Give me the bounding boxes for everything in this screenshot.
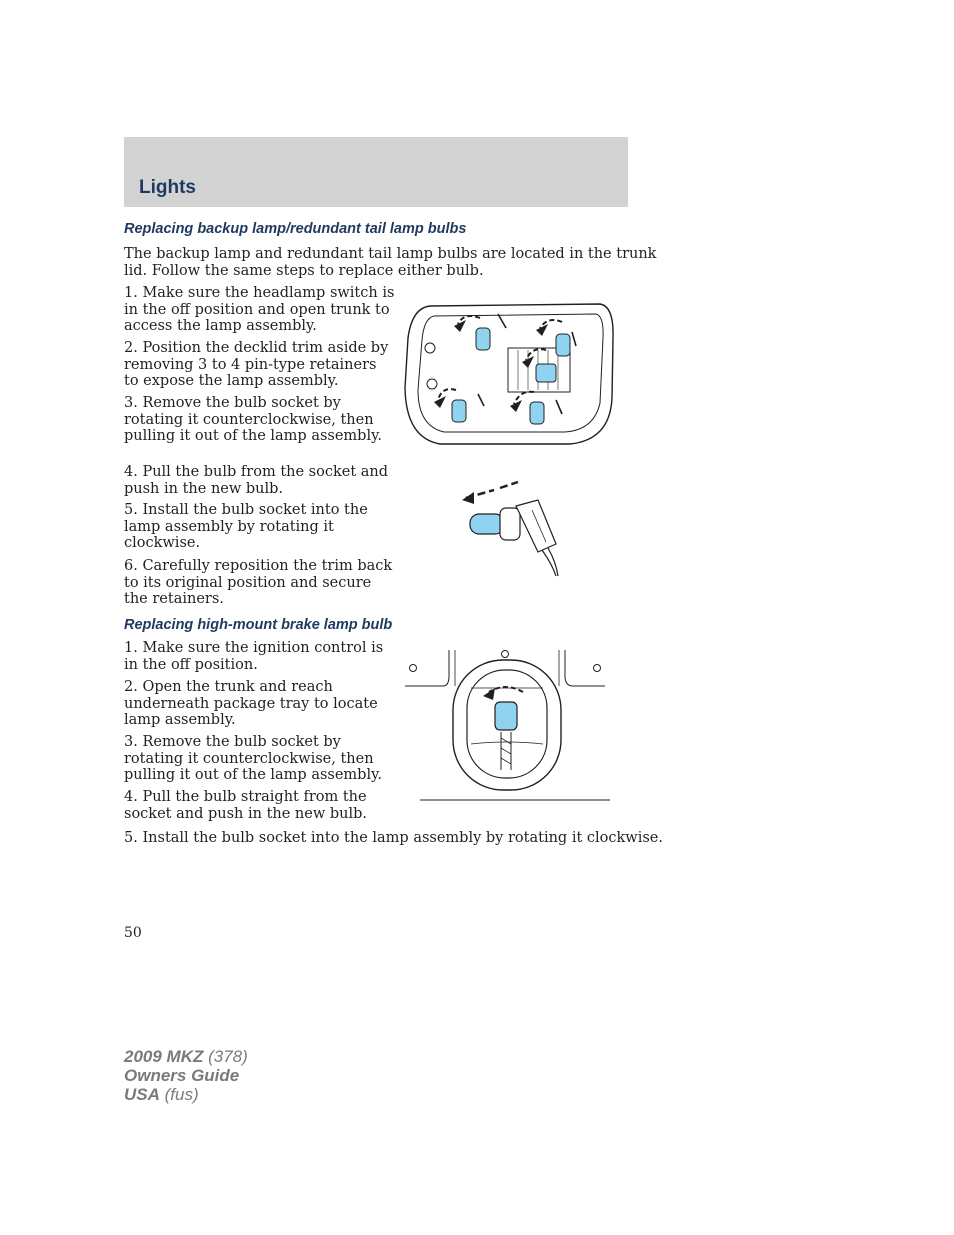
brake-step-1 [124, 640, 383, 673]
step-line: push in the new bulb. [124, 480, 284, 497]
brake-step-4 [124, 789, 367, 822]
backup-step-1 [124, 285, 394, 335]
footer-model: 2009 MKZ [124, 1047, 204, 1066]
step-line: access the lamp assembly. [124, 318, 317, 334]
step-line: pulling it out of the lamp assembly. [124, 767, 382, 783]
section-title: Lights [139, 177, 196, 198]
step-line: 4. Pull the bulb from the socket and [124, 464, 389, 480]
bulb-socket-illustration [460, 470, 570, 580]
step-line: rotating it counterclockwise, then [124, 411, 374, 428]
step-line: underneath package tray to locate [124, 695, 378, 712]
step-line: 4. Pull the bulb straight from the [124, 789, 367, 805]
section-header-band [124, 137, 628, 207]
brake-step-3 [124, 734, 382, 784]
backup-lamp-intro [124, 246, 656, 279]
footer-guide: Owners Guide [124, 1066, 240, 1085]
step-line: pulling it out of the lamp assembly. [124, 428, 382, 444]
step-line: to its original position and secure [124, 574, 372, 591]
intro-line: The backup lamp and redundant tail lamp bulbs are located in the trunk [124, 246, 657, 262]
brake-lamp-heading: Replacing high-mount brake lamp bulb [124, 617, 393, 633]
step-line: 1. Make sure the headlamp switch is [124, 285, 395, 301]
step-line: clockwise. [124, 535, 201, 551]
step-line: socket and push in the new bulb. [124, 805, 368, 822]
backup-lamp-heading: Replacing backup lamp/redundant tail lamp bulbs [124, 221, 467, 237]
backup-step-5 [124, 502, 368, 552]
step-line: in the off position and open trunk to [124, 301, 390, 318]
step-line: removing 3 to 4 pin-type retainers [124, 356, 377, 373]
backup-step-3 [124, 395, 382, 445]
backup-step-4 [124, 464, 388, 497]
page-number: 50 [124, 925, 142, 941]
step-line: 1. Make sure the ignition control is [124, 640, 384, 656]
step-line: lamp assembly by rotating it [124, 518, 334, 535]
step-line: the retainers. [124, 591, 224, 607]
brake-step-2 [124, 679, 378, 729]
step-line: 2. Position the decklid trim aside by [124, 340, 389, 356]
step-line: 5. Install the bulb socket into the lamp assembly by rotating it clockwise. [124, 830, 663, 846]
brake-step-5 [124, 830, 663, 847]
backup-step-6 [124, 558, 392, 608]
step-line: 3. Remove the bulb socket by [124, 734, 341, 750]
intro-line: lid. Follow the same steps to replace either bulb. [124, 262, 484, 279]
footer-model-code: (378) [208, 1047, 248, 1066]
step-line: to expose the lamp assembly. [124, 373, 339, 389]
step-line: 3. Remove the bulb socket by [124, 395, 341, 411]
step-line: 2. Open the trunk and reach [124, 679, 333, 695]
high-mount-brake-lamp-illustration [405, 646, 615, 804]
backup-step-2 [124, 340, 388, 390]
tail-lamp-assembly-illustration [400, 298, 620, 448]
document-footer [124, 1047, 248, 1104]
step-line: 5. Install the bulb socket into the [124, 502, 368, 518]
footer-market: USA [124, 1085, 160, 1104]
step-line: in the off position. [124, 656, 258, 673]
step-line: rotating it counterclockwise, then [124, 750, 374, 767]
step-line: lamp assembly. [124, 712, 236, 728]
step-line: 6. Carefully reposition the trim back [124, 558, 393, 574]
footer-market-code: (fus) [164, 1085, 199, 1104]
